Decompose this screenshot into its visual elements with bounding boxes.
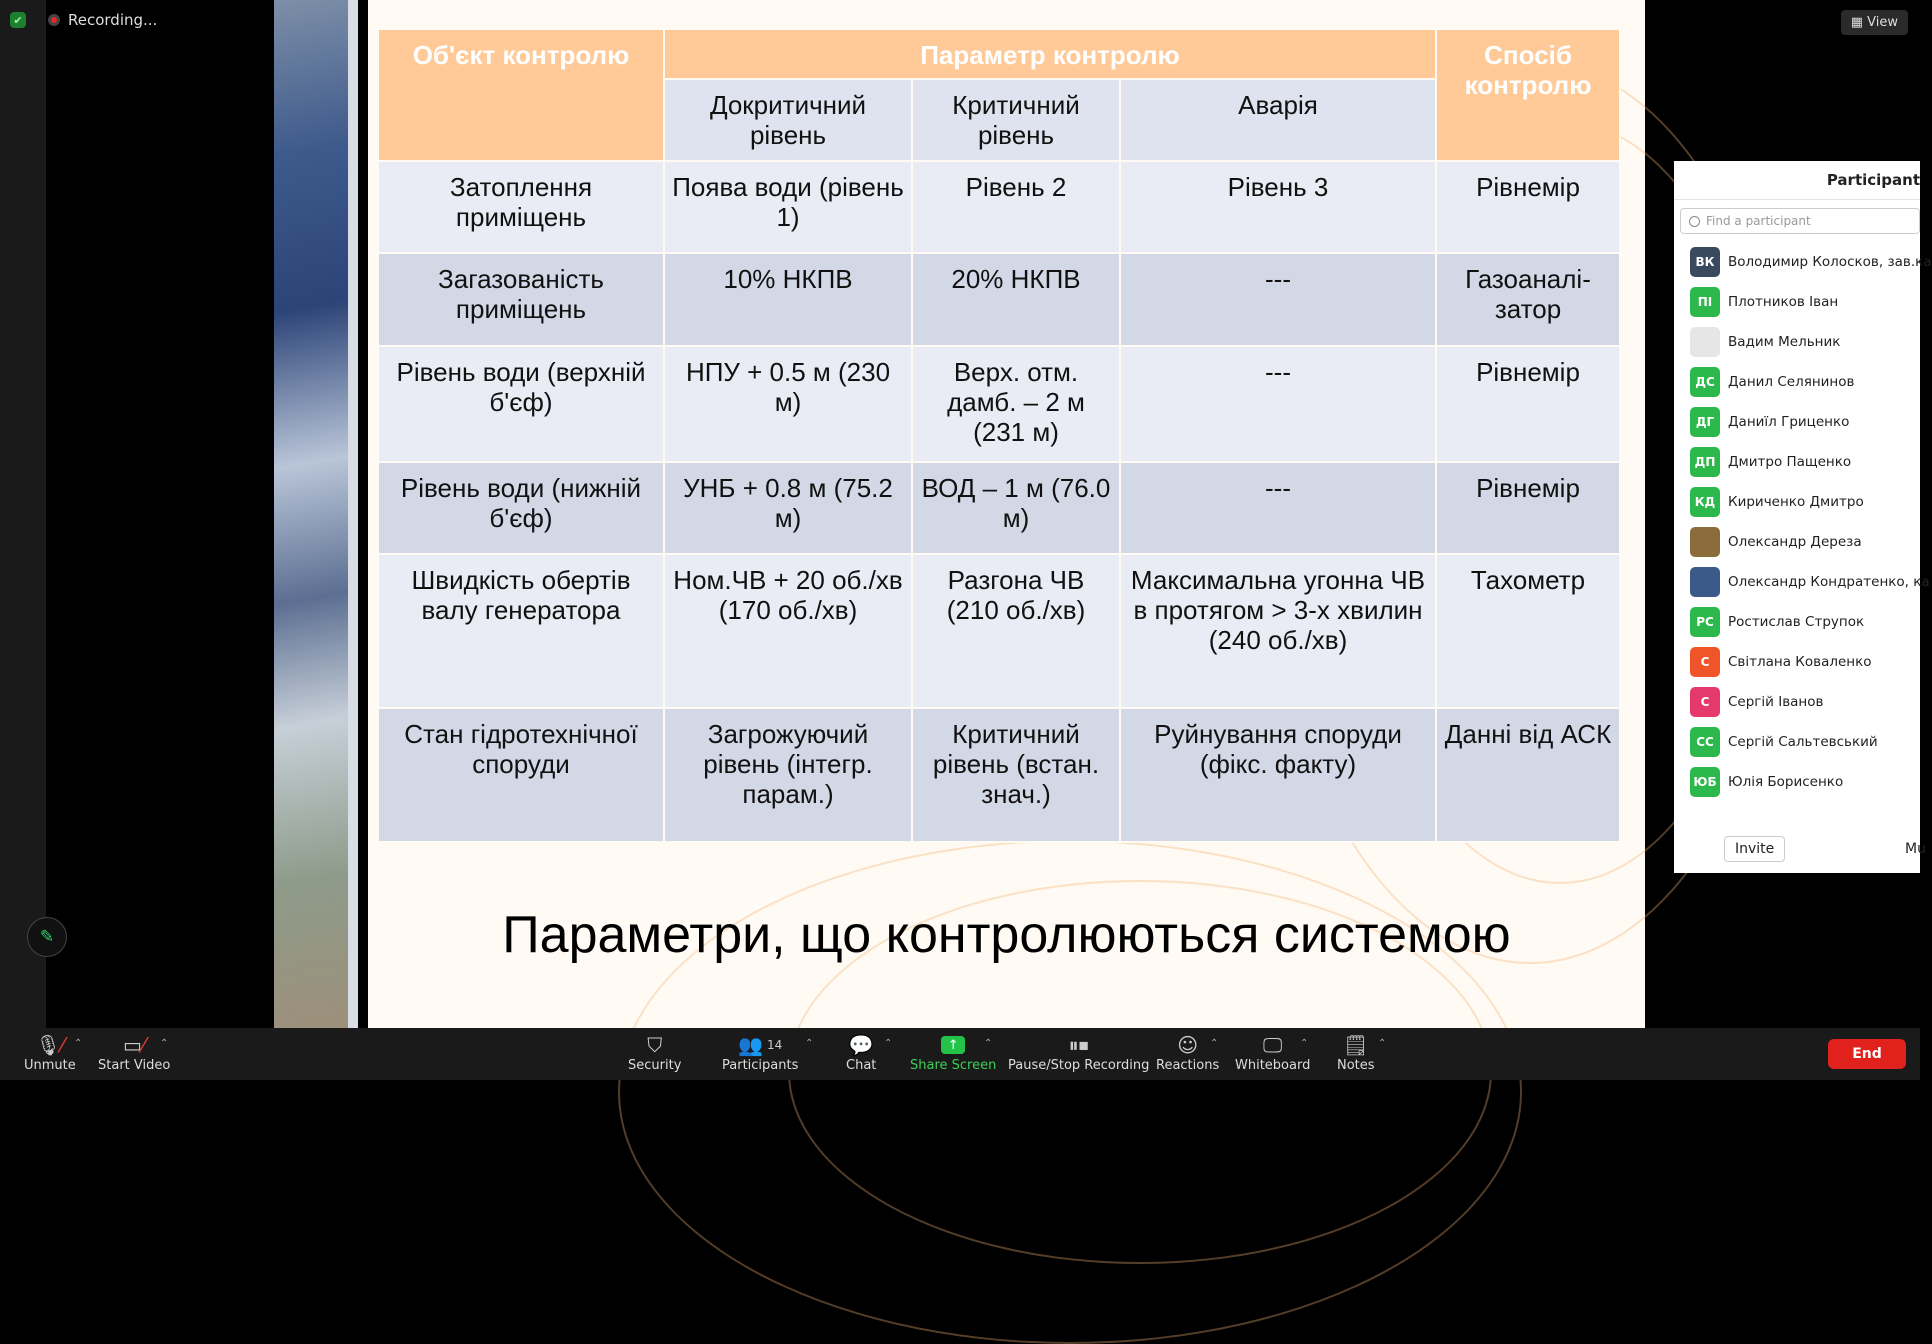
cell-critical: Критичний рівень (встан. знач.)	[912, 708, 1120, 842]
start-video-label: Start Video	[98, 1058, 171, 1073]
pause-recording-button[interactable]	[1008, 1032, 1149, 1073]
header-critical: Критичний рівень	[912, 79, 1120, 161]
participant-name: Сергій Іванов	[1728, 694, 1824, 710]
participant-item[interactable]	[1674, 362, 1920, 402]
search-input[interactable]	[1680, 208, 1920, 234]
chat-label: Chat	[846, 1058, 877, 1073]
caret-up-icon[interactable]: ⌃	[160, 1038, 169, 1049]
pause-stop-icon: ⏸⏹	[1068, 1033, 1089, 1057]
chat-icon: 💬	[848, 1033, 874, 1057]
avatar: СС	[1690, 727, 1720, 757]
share-screen-label: Share Screen	[910, 1058, 997, 1073]
participant-name: Сергій Сальтевський	[1728, 734, 1878, 750]
participant-item[interactable]	[1674, 522, 1920, 562]
participant-name: Кириченко Дмитро	[1728, 494, 1864, 510]
record-icon	[48, 14, 60, 26]
participants-button[interactable]	[722, 1032, 798, 1073]
header-object: Об'єкт контролю	[378, 29, 664, 161]
cell-accident: Максимальна угонна ЧВ в протягом > 3-х хвилин (240 об./хв)	[1120, 554, 1436, 708]
participant-item[interactable]	[1674, 722, 1920, 762]
participant-name: Олександр Кондратенко, ка	[1728, 574, 1930, 590]
header-precritical: Докритичний рівень	[664, 79, 912, 161]
cell-object: Стан гідротехнічної споруди	[378, 708, 664, 842]
end-meeting-button[interactable]: End	[1828, 1039, 1906, 1069]
participant-item[interactable]	[1674, 402, 1920, 442]
participant-item[interactable]	[1674, 442, 1920, 482]
view-button[interactable]	[1841, 10, 1908, 35]
whiteboard-label: Whiteboard	[1235, 1058, 1311, 1073]
chat-button[interactable]	[846, 1032, 876, 1073]
header-method: Спосіб контролю	[1436, 29, 1620, 161]
participant-item[interactable]	[1674, 642, 1920, 682]
participants-panel	[1674, 161, 1932, 873]
meeting-toolbar	[0, 1028, 1920, 1080]
search-icon	[1689, 216, 1700, 227]
slide-photo	[274, 0, 358, 1028]
cell-object: Рівень води (нижній б'єф)	[378, 462, 664, 554]
mute-all-button[interactable]: Mu	[1905, 841, 1926, 857]
cell-method: Рівнемір	[1436, 161, 1620, 253]
participant-name: Плотников Іван	[1728, 294, 1839, 310]
shared-slide	[368, 0, 1645, 1028]
participants-count: 14	[767, 1038, 783, 1052]
cell-accident: ---	[1120, 253, 1436, 346]
cell-method: Рівнемір	[1436, 462, 1620, 554]
participant-name: Юлія Борисенко	[1728, 774, 1844, 790]
participant-name: Даниїл Гриценко	[1728, 414, 1850, 430]
cell-critical: 20% НКПВ	[912, 253, 1120, 346]
notes-button[interactable]	[1337, 1032, 1375, 1073]
avatar: ЮБ	[1690, 767, 1720, 797]
participant-name: Дмитро Пащенко	[1728, 454, 1852, 470]
caret-up-icon[interactable]: ⌃	[984, 1038, 993, 1049]
cell-method: Данні від АСК	[1436, 708, 1620, 842]
header-parameter: Параметр контролю	[664, 29, 1436, 79]
participants-panel-title: Participant	[1674, 161, 1920, 200]
cell-critical: Рівень 2	[912, 161, 1120, 253]
avatar: С	[1690, 647, 1720, 677]
table-row	[378, 161, 1620, 253]
table-row	[378, 253, 1620, 346]
participant-name: Вадим Мельник	[1728, 334, 1841, 350]
cell-critical: Верх. отм. дамб. – 2 м (231 м)	[912, 346, 1120, 462]
avatar	[1690, 567, 1720, 597]
avatar: ПІ	[1690, 287, 1720, 317]
caret-up-icon[interactable]: ⌃	[805, 1038, 814, 1049]
participant-name: Світлана Коваленко	[1728, 654, 1872, 670]
participant-item[interactable]	[1674, 282, 1920, 322]
participants-label: Participants	[722, 1058, 799, 1073]
participant-item[interactable]	[1674, 322, 1920, 362]
view-label: View	[1867, 15, 1898, 30]
avatar: ВК	[1690, 247, 1720, 277]
participant-item[interactable]	[1674, 602, 1920, 642]
cell-precritical: Поява води (рівень 1)	[664, 161, 912, 253]
participants-icon: 👥 14	[738, 1033, 783, 1057]
cell-object: Затоплення приміщень	[378, 161, 664, 253]
cell-accident: ---	[1120, 346, 1436, 462]
cell-precritical: УНБ + 0.8 м (75.2 м)	[664, 462, 912, 554]
shield-icon[interactable]: ✔	[10, 12, 26, 28]
pause-recording-label: Pause/Stop Recording	[1008, 1058, 1150, 1073]
left-strip	[0, 0, 46, 1028]
reactions-icon: ☺	[1177, 1033, 1199, 1057]
recording-indicator[interactable]	[48, 11, 157, 29]
unmute-button[interactable]	[24, 1032, 76, 1073]
avatar: КД	[1690, 487, 1720, 517]
cell-method: Тахометр	[1436, 554, 1620, 708]
security-label: Security	[628, 1058, 682, 1073]
notes-icon: 🗒	[1343, 1033, 1369, 1057]
participant-item[interactable]	[1674, 242, 1932, 282]
invite-button[interactable]: Invite	[1724, 836, 1785, 862]
video-off-icon: ▭ ⁄	[123, 1033, 146, 1057]
cell-method: Газоаналі-затор	[1436, 253, 1620, 346]
participant-item[interactable]	[1674, 762, 1920, 802]
search-placeholder: Find a participant	[1706, 214, 1811, 228]
caret-up-icon[interactable]: ⌃	[884, 1038, 893, 1049]
header-accident: Аварія	[1120, 79, 1436, 161]
caret-up-icon[interactable]: ⌃	[1378, 1038, 1387, 1049]
cell-precritical: НПУ + 0.5 м (230 м)	[664, 346, 912, 462]
share-screen-icon: ↑	[941, 1032, 965, 1058]
participant-name: Ростислав Струпок	[1728, 614, 1865, 630]
cell-precritical: Загрожуючий рівень (інтегр. парам.)	[664, 708, 912, 842]
cell-object: Рівень води (верхній б'єф)	[378, 346, 664, 462]
participant-item[interactable]	[1674, 682, 1920, 722]
cell-method: Рівнемір	[1436, 346, 1620, 462]
avatar	[1690, 327, 1720, 357]
avatar	[1690, 527, 1720, 557]
table-row	[378, 462, 1620, 554]
cell-accident: ---	[1120, 462, 1436, 554]
notes-label: Notes	[1337, 1058, 1375, 1073]
cell-critical: ВОД – 1 м (76.0 м)	[912, 462, 1120, 554]
cell-object: Загазованість приміщень	[378, 253, 664, 346]
table-row	[378, 346, 1620, 462]
panel-footer	[1674, 831, 1926, 867]
caret-up-icon[interactable]: ⌃	[1300, 1038, 1309, 1049]
participant-item[interactable]	[1674, 562, 1930, 602]
whiteboard-icon: 🖵	[1263, 1033, 1283, 1057]
cell-accident: Рівень 3	[1120, 161, 1436, 253]
security-button[interactable]	[628, 1032, 681, 1073]
unmute-label: Unmute	[24, 1058, 76, 1073]
cell-object: Швидкість обертів валу генератора	[378, 554, 664, 708]
participant-name: Володимир Колосков, зав.ка	[1728, 254, 1932, 270]
reactions-label: Reactions	[1156, 1058, 1220, 1073]
cell-critical: Разгона ЧВ (210 об./хв)	[912, 554, 1120, 708]
cell-precritical: 10% НКПВ	[664, 253, 912, 346]
cell-accident: Руйнування споруди (фікс. факту)	[1120, 708, 1436, 842]
participant-item[interactable]	[1674, 482, 1920, 522]
shield-icon: ⛉	[647, 1033, 663, 1057]
microphone-muted-icon: 🎙 ⁄	[35, 1033, 65, 1057]
recording-label: Recording...	[68, 11, 158, 29]
table-row	[378, 708, 1620, 842]
participant-list	[1674, 242, 1932, 802]
grid-icon: ▦	[1850, 15, 1868, 30]
participant-name: Олександр Дереза	[1728, 534, 1862, 550]
table-row	[378, 554, 1620, 708]
annotate-pen-icon[interactable]: ✎	[27, 917, 67, 957]
avatar: ДП	[1690, 447, 1720, 477]
slide-title: Параметри, що контролюються системою	[502, 906, 1511, 964]
participant-name: Данил Селянинов	[1728, 374, 1855, 390]
caret-up-icon[interactable]: ⌃	[1210, 1038, 1219, 1049]
avatar: ДС	[1690, 367, 1720, 397]
avatar: РС	[1690, 607, 1720, 637]
cell-precritical: Ном.ЧВ + 20 об./хв (170 об./хв)	[664, 554, 912, 708]
parameters-table	[377, 28, 1621, 843]
caret-up-icon[interactable]: ⌃	[74, 1038, 83, 1049]
avatar: ДГ	[1690, 407, 1720, 437]
avatar: С	[1690, 687, 1720, 717]
